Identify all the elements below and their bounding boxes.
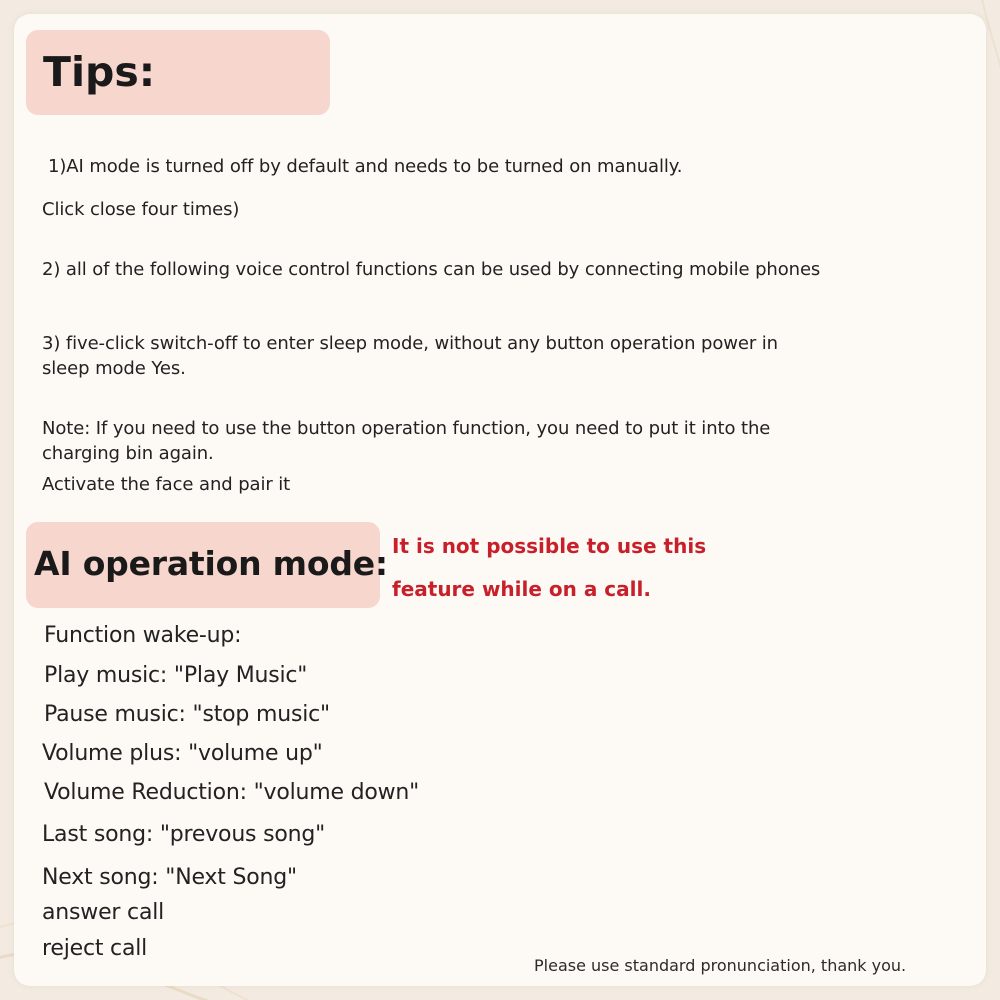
tips-heading-box	[26, 30, 330, 115]
voice-command-item: answer call	[42, 900, 165, 925]
call-warning-line-1: It is not possible to use this	[392, 534, 707, 558]
call-warning-line-2: feature while on a call.	[392, 577, 651, 601]
voice-command-item: Next song: "Next Song"	[42, 865, 297, 890]
voice-command-item: Play music: "Play Music"	[44, 663, 308, 688]
function-heading: Function wake-up:	[44, 623, 242, 648]
tip-item: Click close four times)	[42, 199, 240, 220]
voice-command-item: Volume Reduction: "volume down"	[44, 780, 420, 805]
tip-item: Note: If you need to use the button operation function, you need to put it into the	[42, 418, 771, 439]
tip-item: charging bin again.	[42, 443, 214, 464]
tip-item: 2) all of the following voice control functions can be used by connecting mobile phones	[42, 259, 821, 280]
ai-mode-heading-box	[26, 522, 388, 608]
tip-item: 1)AI mode is turned off by default and needs to be turned on manually.	[48, 156, 683, 177]
tip-item: Activate the face and pair it	[42, 474, 291, 495]
ai-mode-title: AI operation mode:	[34, 544, 388, 583]
tip-item: sleep mode Yes.	[42, 358, 186, 379]
tips-title: Tips:	[43, 48, 156, 96]
pronunciation-note: Please use standard pronunciation, thank you.	[534, 956, 907, 975]
voice-command-item: Pause music: "stop music"	[44, 702, 330, 727]
tip-item: 3) five-click switch-off to enter sleep mode, without any button operation power in	[42, 333, 778, 354]
tips-card	[14, 14, 986, 986]
voice-command-item: Volume plus: "volume up"	[42, 741, 323, 766]
voice-command-item: Last song: "prevous song"	[42, 822, 326, 847]
voice-command-item: reject call	[42, 936, 148, 961]
